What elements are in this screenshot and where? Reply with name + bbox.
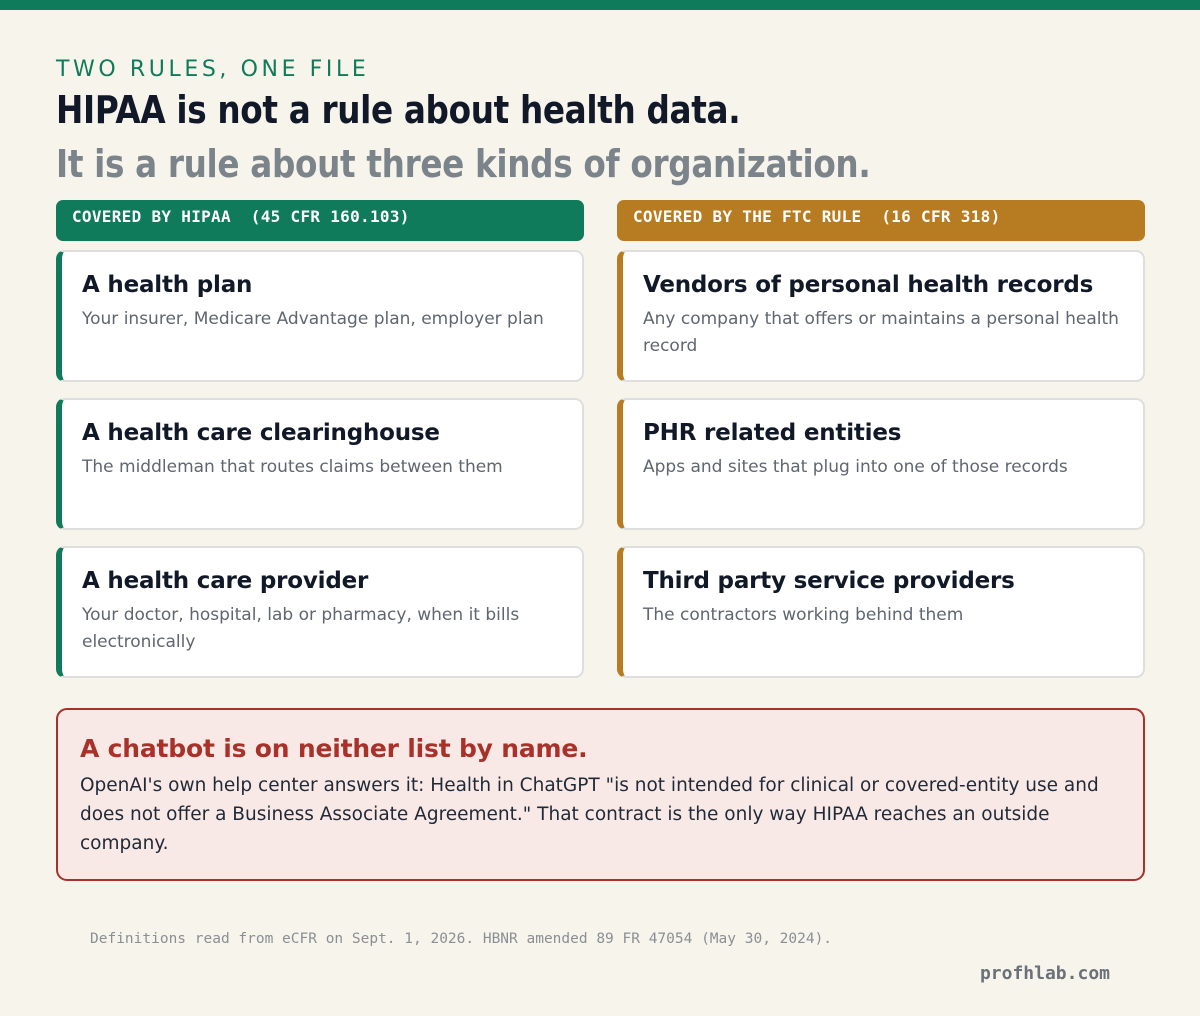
card-title: PHR related entities [643, 420, 902, 446]
kicker: TWO RULES, ONE FILE [56, 57, 370, 82]
ftc-column [617, 200, 1145, 625]
card-title: Vendors of personal health records [643, 272, 1094, 298]
ftc-card-phr-related-entities [617, 398, 1145, 530]
hipaa-card-provider [56, 546, 584, 678]
hipaa-column [56, 200, 584, 652]
ftc-card-phr-vendors [617, 250, 1145, 382]
ftc-card-third-party-providers [617, 546, 1145, 678]
hipaa-card-health-plan [56, 250, 584, 382]
hipaa-card-clearinghouse [56, 398, 584, 530]
callout-body: OpenAI's own help center answers it: Health in ChatGPT "is not intended for clinical or covered-entity use and does not offer a Business Associate Agreement." That contract is the only way HIPAA reaches an outside company. [80, 775, 1099, 854]
headline: HIPAA is not a rule about health data. [56, 88, 741, 132]
card-description: Apps and sites that plug into one of those records [643, 457, 1068, 477]
subhead: It is a rule about three kinds of organization. [56, 142, 871, 186]
card-description: Your doctor, hospital, lab or pharmacy, when it bills electronically [82, 605, 520, 652]
callout-title: A chatbot is on neither list by name. [80, 734, 588, 763]
site-credit: profhlab.com [979, 963, 1110, 984]
card-title: A health care clearinghouse [82, 420, 440, 446]
card-title: A health plan [82, 272, 253, 298]
card-title: Third party service providers [643, 568, 1015, 594]
card-description: Your insurer, Medicare Advantage plan, employer plan [82, 309, 544, 329]
card-description: The middleman that routes claims between them [82, 457, 503, 477]
top-accent-bar [0, 0, 1200, 10]
card-title: A health care provider [82, 568, 369, 594]
card-description: Any company that offers or maintains a personal health record [643, 309, 1119, 356]
hipaa-header: COVERED BY HIPAA (45 CFR 160.103) [56, 200, 584, 241]
source-footnote: Definitions read from eCFR on Sept. 1, 2026. HBNR amended 89 FR 47054 (May 30, 2024). [90, 931, 833, 947]
card-description: The contractors working behind them [643, 605, 964, 625]
chatbot-callout [56, 708, 1145, 881]
ftc-header: COVERED BY THE FTC RULE (16 CFR 318) [617, 200, 1145, 241]
